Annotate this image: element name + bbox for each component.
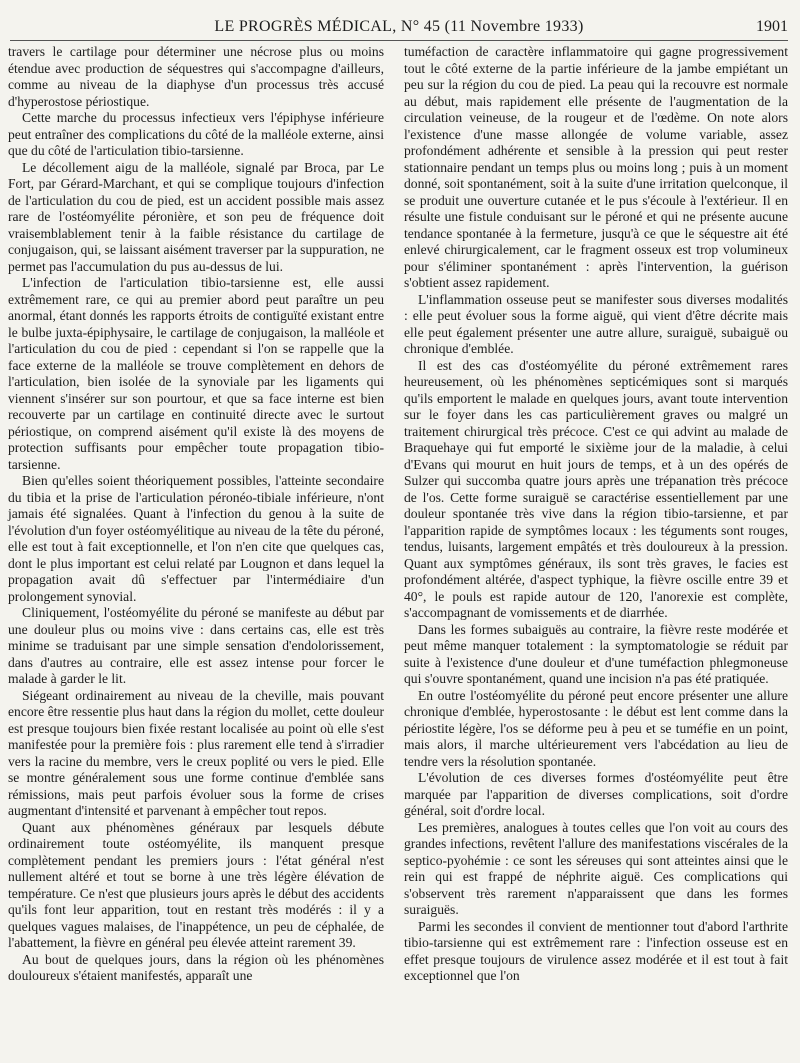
left-column: [8, 44, 384, 985]
running-header: [10, 16, 788, 41]
paragraph: Bien qu'elles soient théoriquement possibles, l'atteinte secondaire du tibia et la prise de l'articulation péronéo-tibiale inférieure, n'ont jamais été signalées. Quant à l'infection du genou à la suite de l'évolution d'un foyer ostéomyélitique au niveau de la tête du péroné, elle est tout à fait exceptionnelle, et l'on n'en cite que quelques cas, dont le plus important est celui relaté par Lougnon et dans lequel la propagation avait dû s'effectuer par l'intermédiaire d'un prolongement synovial.: [8, 473, 384, 604]
paragraph: Parmi les secondes il convient de mentionner tout d'abord l'arthrite tibio-tarsienne qui est extrêmement rare : l'infection osseuse est en effet presque toujours de virulence assez modérée et il est tout à fait exceptionnel que l'on: [404, 918, 788, 983]
journal-title: LE PROGRÈS MÉDICAL, N° 45 (11 Novembre 1933): [214, 18, 584, 35]
paragraph: Les premières, analogues à toutes celles que l'on voit au cours des grandes infections, revêtent l'allure des manifestations viscérales de la septico-pyohémie : ce sont les séreuses qui sont atteintes ainsi que le rein qui est frappé de néphrite aiguë. Ces complications qui s'observent très rarement n'apparaissent que dans les formes suraiguës.: [404, 819, 788, 917]
paragraph: Cette marche du processus infectieux vers l'épiphyse inférieure peut entraîner des complications du côté de la malléole externe, ainsi que du côté de l'articulation tibio-tarsienne.: [8, 110, 384, 158]
paragraph: Le décollement aigu de la malléole, signalé par Broca, par Le Fort, par Gérard-Marchant, et qui se complique toujours d'infection de l'articulation du cou de pied, est un accident possible mais assez rare de l'ostéomyélite péronière, et son peu de fréquence doit vraisemblablement tenir à la faible résistance du cartilage de conjugaison, qui, se laissant aisément traverser par la suppuration, ne permet pas l'accumulation du pus au-dessus de lui.: [8, 159, 384, 274]
paragraph: Dans les formes subaiguës au contraire, la fièvre reste modérée et peut même manquer totalement : la symptomatologie se réduit par suite à l'existence d'une douleur et d'une tuméfaction phlegmoneuse qui s'ouvre spontanément, quand une incision n'a pas été pratiquée.: [404, 621, 788, 686]
page-number: 1901: [756, 18, 788, 35]
paragraph: L'évolution de ces diverses formes d'ostéomyélite peut être marquée par l'apparition de diverses complications, soit d'ordre général, soit d'ordre local.: [404, 770, 788, 818]
paragraph: travers le cartilage pour déterminer une nécrose plus ou moins étendue avec production de séquestres qui s'accompagne d'ailleurs, comme au niveau de la diaphyse d'un processus très accusé d'hyperostose périostique.: [8, 44, 384, 109]
paragraph: En outre l'ostéomyélite du péroné peut encore présenter une allure chronique d'emblée, hyperostosante : le début est lent comme dans la périostite légère, l'os se déforme peu à peu et se tuméfie en un point, mais alors, il marche ultérieurement vers l'abcédation au lieu de tendre vers la résolution spontanée.: [404, 687, 788, 769]
paragraph: Siégeant ordinairement au niveau de la cheville, mais pouvant encore être ressentie plus haut dans la région du mollet, cette douleur est presque toujours bien fixée restant localisée au point où elle s'est manifestée pour la première fois : plus rarement elle tend à s'irradier vers la racine du membre, vers le creux poplité ou vers le pied. Elle se montre généralement sous une forme continue d'emblée sans rémissions, mais peut parfois évoluer sous la forme de crises augmentant d'intensité et parvenant à empêcher tout repos.: [8, 687, 384, 818]
paragraph: L'inflammation osseuse peut se manifester sous diverses modalités : elle peut évoluer sous la forme aiguë, qui vient d'être décrite mais elle peut également présenter une autre allure, suraiguë, subaiguë ou chronique d'emblée.: [404, 291, 788, 356]
paragraph: L'infection de l'articulation tibio-tarsienne est, elle aussi extrêmement rare, ce qui au premier abord peut paraître un peu anormal, étant donnés les rapports étroits de contiguïté existant entre le bulbe juxta-épiphysaire, le cartilage de conjugaison, la malléole et l'articulation du cou de pied : cependant si l'on se rappelle que la face externe de la malléole se trouve complètement en dehors de l'articulation, bien isolée de la synoviale par les ligaments qui viennent s'insérer sur son pourtour, et que sa face interne est bien recouverte par un cartilage en continuité directe avec le surtout périostique, on comprend aisément qu'il existe là des moyens de protection suffisants pour empêcher toute propagation tibio-tarsienne.: [8, 275, 384, 472]
paragraph: Au bout de quelques jours, dans la région où les phénomènes douloureux s'étaient manifestés, apparaît une: [8, 951, 384, 983]
paragraph: Quant aux phénomènes généraux par lesquels débute ordinairement toute ostéomyélite, ils manquent presque complètement pendant les premiers jours : l'état général n'est nullement altéré et tout se borne à une très légère élévation de température. Ce n'est que plusieurs jours après le début des accidents qu'ils font leur apparition, tout en restant très modérés : il y a quelques vagues malaises, de l'inappétence, un peu de céphalée, de l'abattement, la fièvre en général peu élevée atteint rarement 39.: [8, 819, 384, 950]
paragraph: tuméfaction de caractère inflammatoire qui gagne progressivement tout le côté externe de la partie inférieure de la jambe empiétant un peu sur la région du cou de pied. La peau qui la recouvre est normale au début, mais rapidement elle présente de l'augmentation de la circulation veineuse, de la rougeur et de l'œdème. On note alors l'existence d'une masse allongée de volume variable, assez profondément adhérente et sensible à la pression qui peut rester stationnaire pendant un temps plus ou moins long ; puis à un moment donné, soit spontanément, soit à la suite d'une irritation quelconque, il se produit une ouverture cutanée et le pus s'écoule à l'extérieur. Il en résulte une fistule conduisant sur le péroné et qui ne présente aucune tendance spontanée à la fermeture, jusqu'à ce que le séquestre ait été enlevé chirurgicalement, car le fragment osseux est trop volumineux pour s'éliminer spontanément : après l'intervention, la guérison s'obtient assez rapidement.: [404, 44, 788, 290]
paragraph: Il est des cas d'ostéomyélite du péroné extrêmement rares heureusement, où les phénomènes septicémiques sont si marqués qu'ils emportent le malade en quelques jours, avant toute intervention sur le foyer dans les cas particulièrement graves ou malgré un traitement chirurgical très précoce. C'est ce qui advint au malade de Braquehaye qui fut emporté le sixième jour de la maladie, à celui d'Evans qui mourut en huit jours de temps, et à un des opérés de Sulzer qui succomba quatre jours après une trépanation très précoce de l'os. Cette forme suraiguë se caractérise essentiellement par une douleur spontanée très vive dans la région tibio-tarsienne, et par l'apparition rapide de symptômes locaux : les téguments sont rouges, tendus, luisants, largement empâtés et très douloureux à la pression. Quant aux symptômes généraux, ils sont très graves, le facies est profondément altérée, d'aspect typhique, la fièvre oscille entre 39 et 40°, le pouls est rapide autour de 120, l'anorexie est complète, s'accompagnant de vomissements et de diarrhée.: [404, 357, 788, 620]
right-column: [404, 44, 788, 985]
paragraph: Cliniquement, l'ostéomyélite du péroné se manifeste au début par une douleur plus ou moins vive : dans certains cas, elle est très minime se traduisant par une simple sensation d'endolorissement, dans d'autres au contraire, elle est assez intense pour forcer le malade à garder le lit.: [8, 605, 384, 686]
